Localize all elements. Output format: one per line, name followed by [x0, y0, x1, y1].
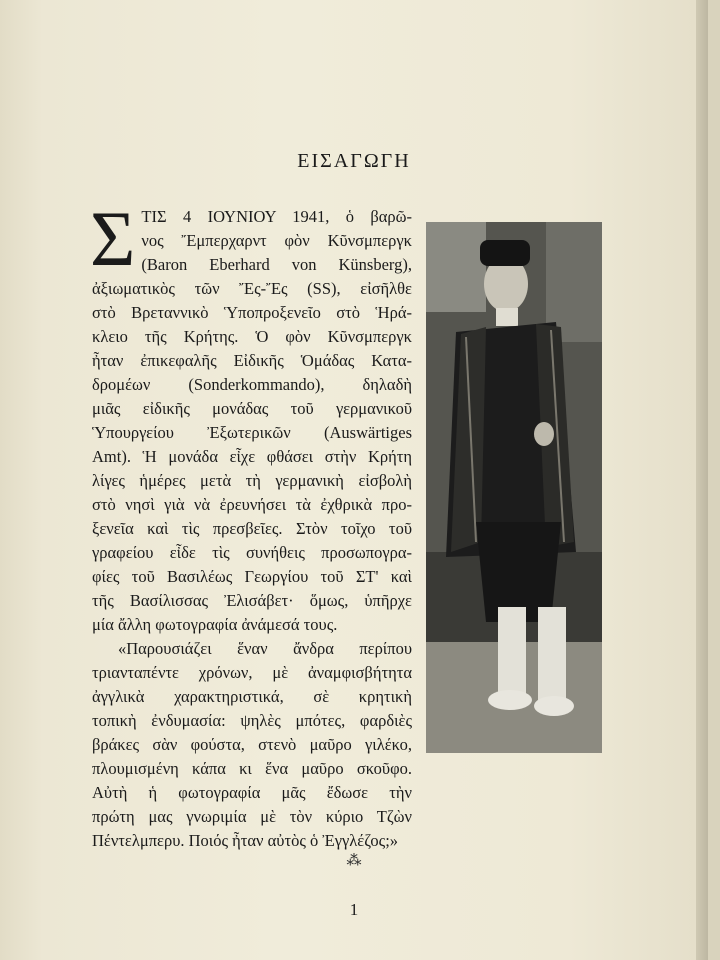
text-line: λίγες ἡμέρες μετὰ τὴ γερμανικὴ εἰσβολὴ: [92, 471, 412, 490]
text-line: Amt). Ἡ μονάδα εἶχε φθάσει στὴν Κρήτη: [92, 447, 412, 466]
text-line: Αὐτὴ ἡ φωτογραφία μᾶς ἔδωσε τὴν: [92, 783, 412, 802]
paragraph-1: [90, 195, 412, 637]
section-ornament: ⁂: [346, 851, 362, 869]
text-line: (Baron Eberhard von Künsberg),: [141, 255, 412, 274]
portrait-photo: [426, 222, 602, 753]
text-line: πρώτη μας γνωριμία μὲ τὸν κύριο Τζὼν: [92, 807, 412, 826]
text-line: δρομέων (Sonderkommando), δηλαδὴ: [92, 375, 412, 394]
page-edge: [696, 0, 708, 960]
cretan-man-photo-image: [426, 222, 602, 753]
text-line: τῆς Βασίλισσας Ἐλισάβετ· ὅμως, ὑπῆρχε: [92, 591, 412, 610]
text-line: κλειο τῆς Κρήτης. Ὁ φὸν Κῦνσμπεργκ: [92, 327, 412, 346]
text-line: στὸ Βρεταννικὸ Ὑποπροξενεῖο στὸ Ἡρά-: [92, 303, 412, 322]
text-line: ξενεῖα καὶ τὶς πρεσβεῖες. Στὸν τοῖχο τοῦ: [92, 519, 412, 538]
text-line: τριανταπέντε χρόνων, μὲ ἀναμφισβήτητα: [92, 663, 412, 682]
text-line: στὸ νησὶ γιὰ νὰ ἐρευνήσει τὰ ἐχθρικὰ προ-: [92, 495, 412, 514]
text-line: ΤΙΣ 4 ΙΟΥΝΙΟΥ 1941, ὁ βαρῶ-: [141, 207, 412, 226]
text-line: βράκες σὰν φούστα, στενὸ μαῦρο γιλέκο,: [92, 735, 412, 754]
text-line: ἀξιωματικὸς τῶν Ἔς-Ἔς (SS), εἰσῆλθε: [92, 279, 412, 298]
text-line: φίες τοῦ Βασιλέως Γεωργίου τοῦ ΣΤ' καὶ: [92, 567, 412, 586]
text-line: ἀγγλικὰ χαρακτηριστικά, σὲ κρητικὴ: [92, 687, 412, 706]
text-line: «Παρουσιάζει ἕναν ἄνδρα περίπου: [118, 639, 412, 658]
text-line: Πέντελμπερυ. Ποιός ἦταν αὐτὸς ὁ Ἐγγλέζος;»: [92, 831, 399, 850]
page-number: 1: [349, 900, 359, 919]
text-line: ἦταν ἐπικεφαλῆς Εἰδικῆς Ὁμάδας Κατα-: [92, 351, 412, 370]
drop-cap: Σ: [90, 195, 136, 282]
text-line: νος Ἔμπερχαρντ φὸν Κῦνσμπεργκ: [141, 231, 412, 250]
paragraph-2: [92, 637, 412, 853]
text-line: μία ἄλλη φωτογραφία ἀνάμεσά τους.: [92, 615, 338, 634]
text-line: μιᾶς εἰδικῆς μονάδας τοῦ γερμανικοῦ: [92, 399, 412, 418]
text-line: γραφείου εἶδε τὶς συνήθεις προσωπογρα-: [92, 543, 412, 562]
text-line: Ὑπουργείου Ἐξωτερικῶν (Auswärtiges: [92, 423, 412, 442]
body-text: [90, 195, 412, 853]
text-line: πλουμισμένη κάπα κι ἕνα μαῦρο σκοῦφο.: [92, 759, 412, 778]
chapter-title: ΕΙΣΑΓΩΓΗ: [297, 150, 411, 172]
text-line: τοπικὴ ἐνδυμασία: ψηλὲς μπότες, φαρδιὲς: [92, 711, 412, 730]
